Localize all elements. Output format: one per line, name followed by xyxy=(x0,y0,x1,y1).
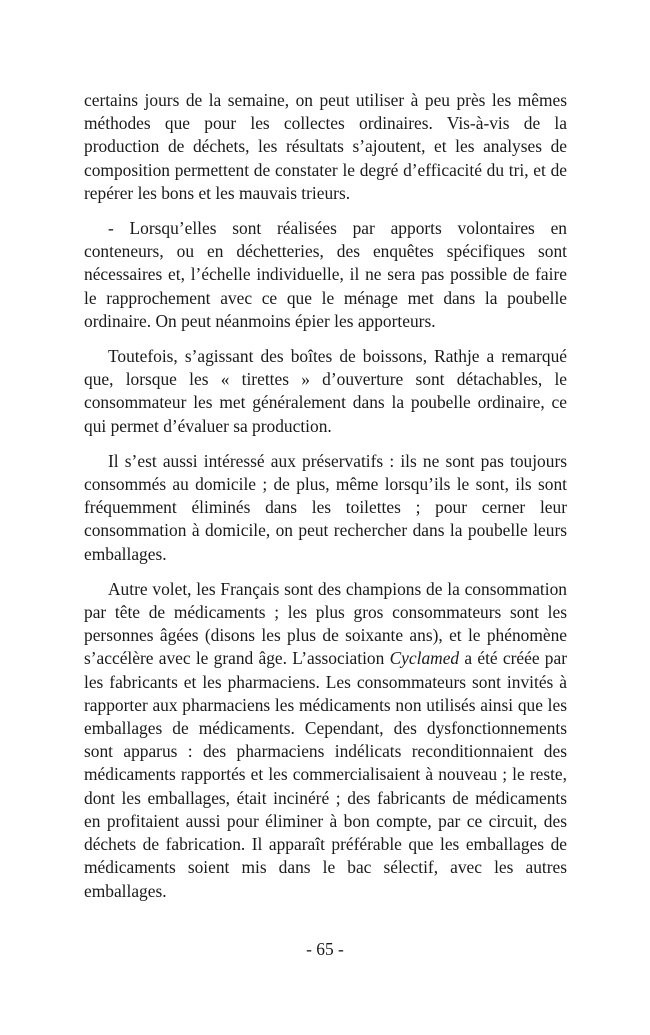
paragraph-1: certains jours de la semaine, on peut utiliser à peu près les mêmes méthodes que pour les collectes ordinaires. Vis-à-vis de la production de déchets, les résultats s’ajoutent, et les analyses de composition permettent de constater le degré d’efficacité du tri, et de repérer les bons et les mauvais trieurs. xyxy=(84,90,567,203)
paragraph-2: - Lorsqu’elles sont réalisées par apports volontaires en conteneurs, ou en déchetteries, des enquêtes spécifiques sont nécessaires et, l’échelle individuelle, il ne sera pas possible de faire le rapprochement avec ce que le ménage met dans la poubelle ordinaire. On peut néanmoins épier les apporteurs. xyxy=(84,218,567,331)
paragraph-3: Toutefois, s’agissant des boîtes de boissons, Rathje a remarqué que, lorsque les « tirettes » d’ouverture sont détachables, le consommateur les met généralement dans la poubelle ordinaire, ce qui permet d’évaluer sa production. xyxy=(84,346,567,436)
paragraph-5-start: Autre volet, les Français sont des champions de la consommation par tête de médicaments ; les plus gros consommateurs sont les personnes âgées (disons les plus de soixante ans), et le phénomène s’accélère avec le grand âge. L’association xyxy=(84,578,567,669)
paragraph-4: Il s’est aussi intéressé aux préservatifs : ils ne sont pas toujours consommés au domicile ; de plus, même lorsqu’ils le sont, ils sont fréquemment éliminés dans les toilettes ; pour cerner leur consommation à domicile, on peut rechercher dans la poubelle leurs emballages. xyxy=(84,450,567,564)
paragraph-5 xyxy=(84,578,567,903)
body-text xyxy=(84,89,567,903)
cyclamed-italic: Cyclamed xyxy=(389,648,460,669)
page-number: - 65 - xyxy=(306,939,344,959)
paragraph-5-end: a été créée par les fabricants et les pharmaciens. Les consommateurs sont invités à rapporter aux pharmaciens les médicaments non utilisés ainsi que les emballages de médicaments. Cependant, des dysfonctionnements sont apparus : des pharmaciens indélicats reconditionnaient des médicaments rapportés et les commercialisaient à nouveau ; le reste, dont les emballages, était incinéré ; des fabricants de médicaments en profitaient aussi pour éliminer à bon compte, par ce circuit, des déchets de fabrication. Il apparaît préférable que les emballages de médicaments soient mis dans le bac sélectif, avec les autres emballages. xyxy=(84,648,567,901)
